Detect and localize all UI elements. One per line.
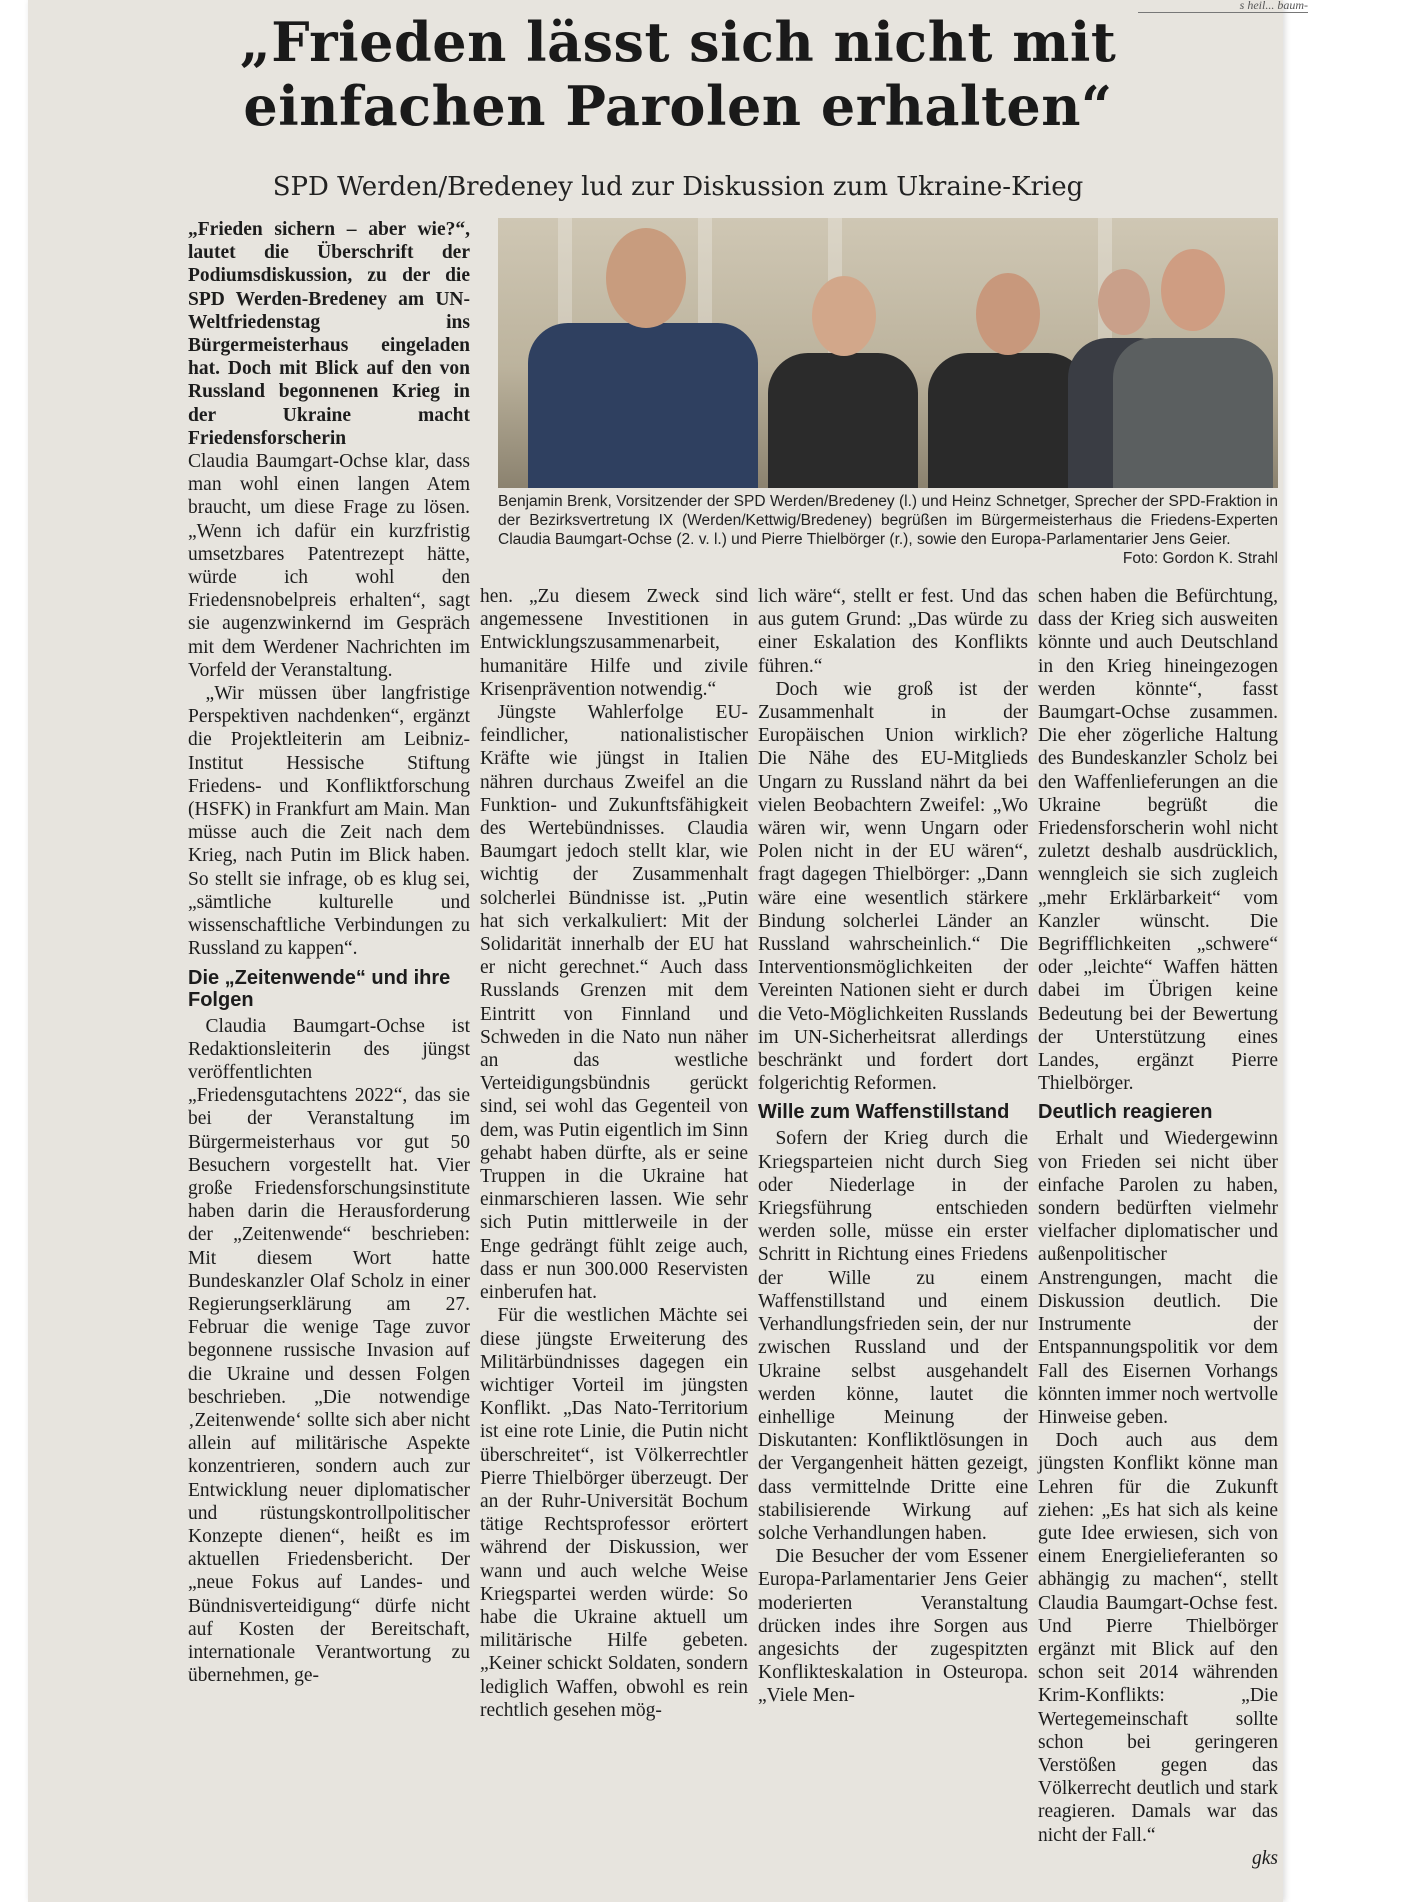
paragraph: Claudia Baumgart-Ochse ist Redaktionsleiterin des jüngst veröffentlichten „Friedensgutachtens 2022“, das sie bei der Veranstaltung im Bürgermeisterhaus vor gut 50 Besuchern vorgestellt hat. Vier große Friedensforschungsinstitute haben darin die Herausforderung der „Zeitenwende“ beschrieben: Mit diesem Wort hatte Bundeskanzler Olaf Scholz in einer Regierungserklärung am 27. Februar die wenige Tage zuvor begonnene russische Invasion auf die Ukraine und dessen Folgen beschrieben. „Die notwendige ‚Zeitenwende‘ sollte sich aber nicht allein auf militärische Aspekte konzentrieren, sondern auch zur Entwicklung neuer diplomatischer und rüstungskontrollpolitischer Konzepte dienen“, heißt es im aktuellen Friedensbericht. Der „neue Fokus auf Landes- und Bündnisverteidigung“ dürfe nicht auf Kosten der Bereitschaft, internationale Verantwortung zu übernehmen, ge- xyxy=(188,1015,470,1687)
photo-caption: Benjamin Brenk, Vorsitzender der SPD Werden/Bredeney (l.) und Heinz Schnetger, Sprecher der SPD-Fraktion in der Bezirksvertretung IX (Werden/Kettwig/Bredeney) begrüßen im Bürgermeisterhaus die Friedens-Experten Claudia Baumgart-Ochse (2. v. l.) und Pierre Thielbörger (r.), sowie den Europa-Parlamentarier Jens Geier. xyxy=(498,493,1278,548)
column-1 xyxy=(188,218,470,1687)
paragraph: hen. „Zu diesem Zweck sind angemessene Investitionen in Entwicklungszusammenarbeit, humanitäre Hilfe und zivile Krisenprävention notwendig.“ xyxy=(480,586,748,700)
paragraph: Claudia Baumgart-Ochse klar, dass man wohl einen langen Atem braucht, um diese Frage zu lösen. „Wenn ich dafür ein kurzfristig umsetzbares Patentrezept hätte, würde ich wohl den Friedensnobelpreis erhalten“, sagt sie augenzwinkernd im Gespräch mit dem Werdener Nachrichten im Vorfeld der Veranstaltung. xyxy=(188,451,470,681)
article-photo xyxy=(498,218,1278,488)
newspaper-page xyxy=(28,0,1308,1902)
paragraph: Doch auch aus dem jüngsten Konflikt könne man Lehren für die Zukunft ziehen: „Es hat sich als keine gute Idee erwiesen, sich von einem Energielieferanten so abhängig zu machen“, stellt Claudia Baumgart-Ochse fest. Und Pierre Thielbörger ergänzt mit Blick auf den schon seit 2014 währenden Krim-Konflikts: „Die Wertegemeinschaft sollte schon bei geringeren Verstößen gegen das Völkerrecht deutlich und stark reagieren. Damals war das nicht der Fall.“ xyxy=(1038,1430,1278,1846)
paragraph: Für die westlichen Mächte sei diese jüngste Erweiterung des Militärbündnisses dagegen ein wichtiger Vorteil im jüngsten Konflikt. „Das Nato-Territorium ist eine rote Linie, die Putin nicht überschreitet“, ist Völkerrechtler Pierre Thielbörger überzeugt. Der an der Ruhr-Universität Bochum tätige Rechtsprofessor erörtert während der Diskussion, wer wann und auch welche Weise Kriegspartei werden würde: So habe die Ukraine aktuell um militärische Hilfe gebeten. „Keiner schickt Soldaten, sondern lediglich Waffen, obwohl es rein rechtlich gesehen mög- xyxy=(480,1305,748,1721)
paragraph: „Wir müssen über langfristige Perspektiven nachdenken“, ergänzt die Projektleiterin am Leibniz-Institut Hessische Stiftung Friedens- und Konfliktforschung (HSFK) in Frankfurt am Main. Man müsse auch die Zeit nach dem Krieg, nach Putin im Blick haben. So stellt sie infrage, ob es klug sei, „sämtliche kulturelle und wissenschaftliche Verbindungen zu Russland zu kappen“. xyxy=(188,683,470,960)
person-claudia-baumgart-ochse xyxy=(768,258,918,488)
top-fragment: s heil... baum- xyxy=(1138,0,1308,13)
subheading-zeitenwende: Die „Zeitenwende“ und ihre Folgen xyxy=(188,966,451,1011)
person-jens-geier xyxy=(928,263,1088,488)
author-initials: gks xyxy=(1252,1847,1278,1869)
lead-paragraph: „Frieden sichern – aber wie?“, lautet die Überschrift der Podiumsdiskussion, zu der die SPD Werden-Bredeney am UN-Weltfriedenstag ins Bürgermeisterhaus eingeladen hat. Doch mit Blick auf den von Russland begonnenen Krieg in der Ukraine macht Friedensforscherin xyxy=(188,219,470,449)
column-2 xyxy=(480,585,748,1722)
paragraph: lich wäre“, stellt er fest. Und das aus gutem Grund: „Das würde zu einer Eskalation des Konflikts führen.“ xyxy=(758,586,1028,677)
paragraph: Doch wie groß ist der Zusammenhalt in der Europäischen Union wirklich? Die Nähe des EU-Mitglieds Ungarn zu Russland nährt da bei vielen Beobachtern Zweifel: „Wo wären wir, wenn Ungarn oder Polen nicht in der EU wären“, fragt dagegen Thielbörger: „Dann wäre eine wesentlich stärkere Bindung solcherlei Länder an Russland wahrscheinlich.“ Die Interventionsmöglichkeiten der Vereinten Nationen sieht er durch die Veto-Möglichkeiten Russlands im UN-Sicherheitsrat allerdings beschränkt und fordert dort folgerichtig Reformen. xyxy=(758,678,1028,1095)
person-benjamin-brenk xyxy=(528,218,758,488)
paragraph: Jüngste Wahlerfolge EU-feindlicher, nationalistischer Kräfte wie jüngst in Italien nähren durchaus Zweifel an die Funktion- und Zukunftsfähigkeit des Wertebündnisses. Claudia Baumgart jedoch stellt klar, wie wichtig der Zusammenhalt solcherlei Bündnisse ist. „Putin hat sich verkalkuliert: Mit der Solidarität innerhalb der EU hat er nicht gerechnet.“ Auch dass Russlands Grenzen mit dem Eintritt von Finnland und Schweden in die Nato nun näher an das westliche Verteidigungsbündnis gerückt sind, sei wohl das Gegenteil von dem, was Putin eigentlich im Sinn gehabt haben dürfte, als er seine Truppen in die Ukraine hat einmarschieren lassen. Wie sehr sich Putin mittlerweile in der Enge gedrängt fühlt zeige auch, dass er nun 300.000 Reservisten einberufen hat. xyxy=(480,702,748,1304)
photo-credit: Foto: Gordon K. Strahl xyxy=(1122,550,1278,567)
subheadline: SPD Werden/Bredeney lud zur Diskussion zum Ukraine-Krieg xyxy=(272,172,1084,202)
subheading-waffenstillstand: Wille zum Waffenstillstand xyxy=(758,1101,1010,1124)
paragraph: schen haben die Befürchtung, dass der Krieg sich ausweiten könnte und auch Deutschland in den Krieg hineingezogen werden könnte“, fasst Baumgart-Ochse zusammen. Die eher zögerliche Haltung des Bundeskanzler Scholz bei den Waffenlieferungen an die Ukraine begrüßt die Friedensforscherin wohl nicht zuletzt deshalb ausdrücklich, wenngleich sie sich zugleich „mehr Erklärbarkeit“ vom Kanzler wünscht. Die Begrifflichkeiten „schwere“ oder „leichte“ Waffen hätten dabei im Übrigen keine Bedeutung bei der Bewertung der Unterstützung eines Landes, ergänzt Pierre Thielbörger. xyxy=(1038,586,1278,1095)
headline: „Frieden lässt sich nicht mit einfachen Parolen erhalten“ xyxy=(239,10,1117,138)
subheading-deutlich-reagieren: Deutlich reagieren xyxy=(1038,1101,1213,1124)
column-4 xyxy=(1038,585,1278,1870)
paragraph: Sofern der Krieg durch die Kriegsparteien nicht durch Sieg oder Niederlage in der Kriegsführung entschieden werden solle, müsse ein erster Schritt in Richtung eines Friedens der Wille zu einem Waffenstillstand und einem Verhandlungsfrieden sein, der nur zwischen Russland und der Ukraine selbst ausgehandelt werden könne, lautet die einhellige Meinung der Diskutanten: Konfliktlösungen in der Vergangenheit hätten gezeigt, dass vermittelnde Dritte eine stabilisierende Wirkung auf solche Verhandlungen haben. xyxy=(758,1128,1028,1544)
paragraph: Die Besucher der vom Essener Europa-Parlamentarier Jens Geier moderierten Veranstaltung drücken indes ihre Sorgen aus angesichts der zugespitzten Konflikteskalation in Osteuropa. „Viele Men- xyxy=(758,1546,1028,1707)
paragraph: Erhalt und Wiedergewinn von Frieden sei nicht über einfache Parolen zu haben, sondern bedürften vielmehr vielfacher diplomatischer und außenpolitischer Anstrengungen, macht die Diskussion deutlich. Die Instrumente der Entspannungspolitik vor dem Fall des Eisernen Vorhangs könnten immer noch wertvolle Hinweise geben. xyxy=(1038,1128,1278,1428)
person-pierre-thielboerger xyxy=(1113,243,1273,488)
column-3 xyxy=(758,585,1028,1708)
